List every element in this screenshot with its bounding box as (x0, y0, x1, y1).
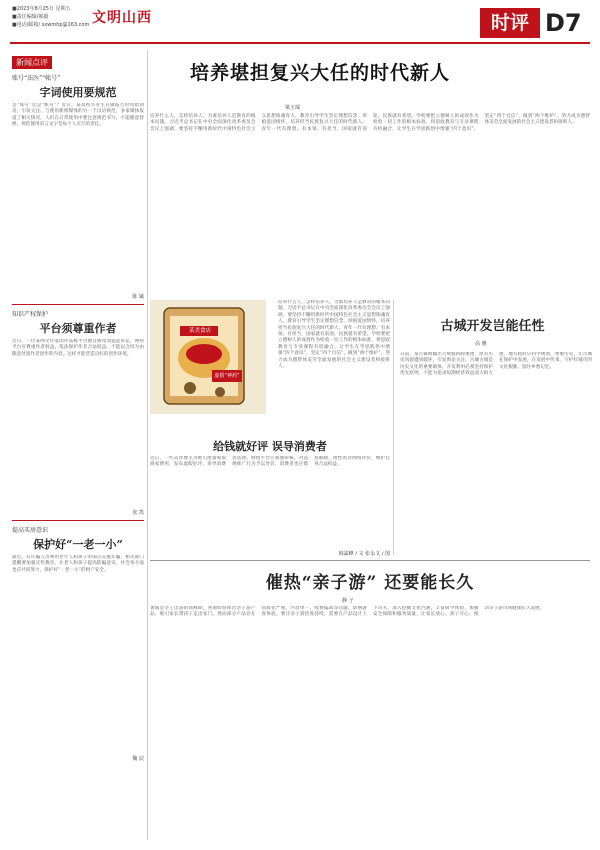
email-line: ■电话/邮箱/ sxwmhp@163.com (12, 22, 90, 28)
cartoon-drawing (150, 300, 266, 414)
section-label: 时评 (480, 8, 540, 38)
mid-rule (150, 560, 590, 561)
piece-kicker: 提高买房意识 (12, 527, 49, 534)
divider (12, 520, 144, 521)
story2-body: 日前，某古镇被曝出大规模拆除重建，原有历史风貌遭到破坏，引发舆论关注。古城古镇是历史文化的重要载体，开发利用必须坚持保护优先原则，不能为追求短期经济效益而大拆大建。地方政府应科学规划，尊重历史，让古城在保护中发展，在发展中传承，守护好城市的文化根脉，留住乡愁记忆。 (400, 352, 592, 377)
editor-line: ■责任编辑/郝毅 (12, 14, 49, 20)
left-piece-3 (12, 525, 144, 762)
story3-body: 暑假是亲子出游的高峰期，各地纷纷推出亲子游产品，吸引家长带孩子走出家门。然而部分产品存在同质化严重、内容单一、收费偏高等问题，影响游客体验。要让亲子游热度持续，需要在产品设计上下功夫，深入挖掘文化内涵，丰富研学体验，加强安全保障和服务质量，让家长放心、孩子开心，推动亲子游市场健康长久发展。 (150, 606, 545, 618)
main-body: 培养什么人，怎样培养人，为谁培养人是教育的根本问题。习近平总书记在中央全面深化改革委员会会议上强调，要坚持不懈用新时代中国特色社会主义思想铸魂育人，教育引导学生坚定理想信念，厚植爱国情怀，培养担当民族复兴大任的时代新人。青年一代有理想、有本领、有担当，国家就有前途，民族就有希望。学校要把立德树人的成效作为检验一切工作的根本标准，将思政教育与专业课程有机融合，让学生在学思践悟中增强“四个意识”、坚定“四个自信”、做到“两个维护”，努力成为德智体美劳全面发展的社会主义建设者和接班人。 (150, 114, 590, 132)
column-rule (393, 300, 394, 555)
piece-body: 是“账号”还是“帐号”？近日，某高校毕业生在做报告时用错词语，引发关注。与使用新闻媒体的另一个汉语规范，多家媒体报道了相关情况。人们在日常使用中要注意规范书写，不能随意替换，规范使用语言文字是每个人应尽的责任。 (12, 103, 144, 128)
story3-title: 催热“亲子游” 还要能长久 (265, 573, 475, 593)
piece-title: 字词使用要规范 (39, 86, 117, 99)
newspaper-logo: 文明山西 (92, 10, 152, 26)
piece-kicker: 知识产权保护 (12, 311, 49, 318)
cartoon-caption: 给钱就好评 误导消费者 (213, 440, 327, 453)
left-column (12, 50, 144, 850)
cartoon-body: 近日，一些美食博主为吸引流量收取商家费用，发布虚假好评，误导消费者选择。网络平台应加强审核，对违规推广行为予以处罚，消费者也应擦亮眼睛，理性看待网络评价，维护自身合法权益。 (150, 456, 390, 468)
main-body-continued: 培养什么人，怎样培养人，为谁培养人是教育的根本问题。习近平总书记在中央全面深化改革委员会会议上强调，要坚持不懈用新时代中国特色社会主义思想铸魂育人，教育引导学生坚定理想信念，厚植爱国情怀，培养担当民族复兴大任的时代新人。青年一代有理想、有本领、有担当，国家就有前途，民族就有希望。学校要把立德树人的成效作为检验一切工作的根本标准，将思政教育与专业课程有机融合，让学生在学思践悟中增强“四个意识”、坚定“四个自信”、做到“两个维护”，努力成为德智体美劳全面发展的社会主义建设者和接班人。 (278, 300, 390, 370)
cartoon-sign-1: 某美食店 (188, 328, 211, 334)
piece-body: 近日，一位某网文作家因作品被平台擅自修改而提起诉讼，网络平台应尊重作者权益，依法保护作者合法权益，不能以合同为由随意处置作者创作的内容，这样才能营造良好的创作环境。 (12, 339, 144, 357)
divider (12, 304, 144, 305)
piece-author: 陈 铖 (132, 294, 144, 300)
column-tag: 新闻点评 (12, 56, 52, 69)
story3-byline: 静 子 (342, 598, 354, 604)
left-piece-2 (12, 309, 144, 516)
story2-byline: 高 雅 (475, 341, 487, 347)
cartoon-sign-2: 虚假“神药” (214, 373, 240, 379)
piece-title: 平台须尊重作者 (39, 322, 117, 335)
masthead (0, 0, 600, 42)
story2-title: 古城开发岂能任性 (440, 319, 545, 334)
cartoon-author: 韩霖峰 / 文 张永文 / 图 (338, 551, 390, 557)
piece-kicker: 账号“法医”“帐号” (12, 75, 61, 82)
main-headline: 培养堪担复兴大任的时代新人 (189, 62, 450, 84)
date-line: ■2023年8月25日 星期五 (12, 6, 71, 12)
page-number: D7 (545, 9, 582, 37)
piece-author: 魏 辰 (132, 756, 144, 762)
main-byline: 梁玉琛 (285, 105, 301, 111)
cartoon-image (150, 300, 266, 414)
piece-author: 张 凯 (132, 510, 144, 516)
piece-body: 最近，有诈骗人员利用老年人和孩子的弱点实施诈骗，相关部门提醒要加强宣传教育，让老人和孩子提高防骗意识，社会各方面也应共同努力，保护好“一老一小”的财产安全。 (12, 555, 144, 573)
top-rule (10, 42, 590, 44)
column-rule (147, 50, 148, 840)
piece-title: 保护好“一老一小” (33, 538, 123, 551)
left-piece-1 (12, 73, 144, 300)
